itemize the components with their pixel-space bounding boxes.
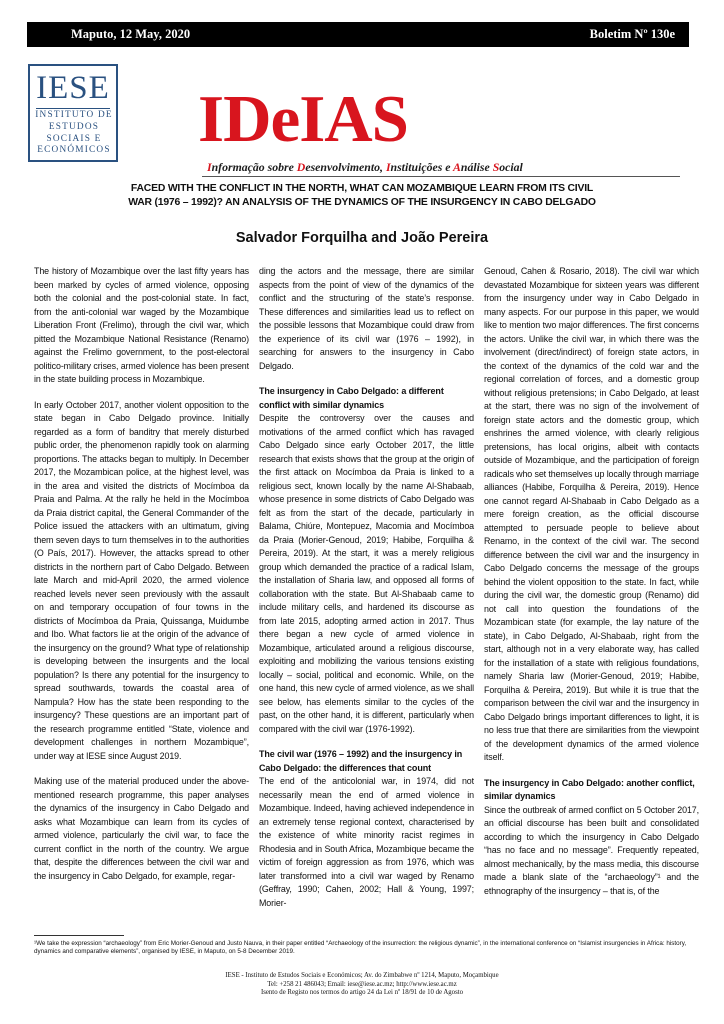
- logo-subtitle-line: ECONÓMICOS: [37, 145, 111, 156]
- section-heading: The insurgency in Cabo Delgado: a different conflict with similar dynamics: [259, 386, 444, 410]
- section-heading: The insurgency in Cabo Delgado: another conflict, similar dynamics: [484, 777, 695, 801]
- paragraph: The end of the anticolonial war, in 1974, did not necessarily mean the end of armed violence in Mozambique. Indeed, having achieved independence in an extremely tense regional context, characterised by the existence of white minority racist regimes in Rhodesia and in South Africa, Mozambique became the victim of foreign aggression as from 1976, which was later transformed into a civil war waged by Renamo (Geffray, 1990; Cahen, 2002; Hall & Young, 1997; Morier-: [259, 776, 474, 908]
- footer-line: Isento de Registo nos termos do artigo 24 da Lei nº 18/91 de 10 de Agosto: [260, 989, 464, 997]
- paragraph: Since the outbreak of armed conflict on 5 October 2017, an official discourse has been built and consolidated according to which the insurgency in Cabo Delgado “has no face and no message”. Frequently repeated, almost mechanically, by the mass media, this discourse made a blank slate of the “archaeology”¹ and the ethnography of the insurgency – that is, of the: [484, 804, 699, 896]
- section-heading: The civil war (1976 – 1992) and the insurgency in Cabo Delgado: the differences that count: [259, 749, 463, 773]
- tagline-segment: A: [453, 160, 461, 174]
- tagline-segment: D: [296, 160, 306, 174]
- logo-wordmark: IESE: [36, 70, 110, 106]
- article-title-line: FACED WITH THE CONFLICT IN THE NORTH, WHAT CAN MOZAMBIQUE LEARN FROM ITS CIVIL: [130, 183, 594, 194]
- page-footer: [120, 972, 604, 998]
- paragraph: The history of Mozambique over the last fifty years has been marked by cycles of armed violence, opposing both the colonial and the post-colonial state. In fact, from the anti-colonial war waged by the Mozambique Liberation Front (Frelimo), through the civil war, which pitted the Mozambique National Resistance (Renamo) against the Frelimo government, to the post-electoral politico-military crises, armed violence has been present in the state building process in Mozambique.: [34, 266, 249, 384]
- footnote-rule: [34, 935, 124, 936]
- paragraph: Despite the controversy over the causes and motivations of the armed conflict which has ravaged Cabo Delgado since early October 2017, the little research that exists shows that the group at the origin of the first attack on Mocímboa da Praia is linked to a religious sect, known locally by the name Al-Shabaab, whose presence in some districts of Cabo Delgado was felt as from the start of the decade, particularly in Balama, Chiúre, Montepuez, Macomia and Mocímboa da Praia (Morier-Genoud, 2019; Habibe, Forquilha & Pereira, 2019). At the start, it was a merely religious group which demanded the practice of a radical Islam, the installation of Sharia law, and opposed all forms of collaboration with the state. But Al-Shabaab came to include military cells, and hardened its discourse as from late 2015, adopting armed action in 2017. Thus there began a new cycle of armed violence in Mozambique, articulated around a religious discourse, exploiting and mobilizing the various tensions existing locally – social, political and economic. While, on the one hand, this new cycle of armed violence, as we shall see below, has elements similar to the cycles of the past, on the other hand, it is different, particularly when compared with the civil war (1976-1992).: [259, 413, 474, 734]
- logo-subtitle-line: INSTITUTO DE: [35, 110, 113, 120]
- issue-date: Maputo, 12 May, 2020: [71, 27, 191, 41]
- tagline-segment: I: [385, 160, 391, 174]
- iese-logo: [28, 64, 118, 162]
- article-authors: Salvador Forquilha and João Pereira: [235, 230, 489, 246]
- logo-subtitle-line: SOCIAIS E: [46, 133, 102, 144]
- tagline-segment: nstituições e: [390, 160, 454, 174]
- logo-subtitle-line: ESTUDOS: [48, 121, 100, 132]
- logo-subtitle: [34, 110, 114, 157]
- issue-number: Boletim Nº 130e: [589, 27, 675, 41]
- paragraph: ding the actors and the message, there are similar aspects from the point of view of the dynamics of the conflict and the structuring of the state’s response. These differences and similarities lead us to reflect on the possible lessons that Mozambique could draw from the experience of its civil war (1976 – 1992), in searching for answers to the insurgency in Cabo Delgado.: [259, 266, 474, 371]
- logo-divider: [36, 108, 110, 109]
- text-column-3: [484, 265, 699, 910]
- text-column-2: [259, 265, 474, 922]
- footer-line: Tel: +258 21 486043; Email: iese@iese.ac.mz; http://www.iese.ac.mz: [267, 980, 457, 988]
- masthead-title: IDeIAS: [198, 82, 408, 156]
- tagline-segment: esenvolvimento,: [305, 160, 386, 174]
- tagline-segment: ocial: [499, 160, 523, 174]
- masthead-tagline: [207, 160, 523, 175]
- article-title: [80, 182, 644, 210]
- paragraph: Making use of the material produced under the above-mentioned research programme, this paper analyses the dynamics of the insurgency in Cabo Delgado and asks what Mozambique can learn from its cycles of armed violence, particularly the civil war, to face the current conflict in the north of the country. We argue that, despite the differences between the civil war and the insurgency in Cabo Delgado, for example, regar-: [34, 776, 249, 881]
- text-column-1: [34, 265, 249, 895]
- tagline-segment: nformação sobre: [211, 160, 297, 174]
- tagline-segment: S: [492, 160, 500, 174]
- paragraph: Genoud, Cahen & Rosario, 2018). The civil war which devastated Mozambique for sixteen years was different from the insurgency under way in Cabo Delgado in many aspects. For our purpose in this paper, we would like to mention two major differences. The first concerns the actors. Unlike the civil war, in which there was the involvement (direct/indirect) of foreign state actors, in the context of the dynamics of the cold war and the regional correlation of forces, and a domestic group without religious pretensions; in Cabo Delgado, at least at the start, there was no sign of the involvement of foreign state actors and the domestic group, which enshrines the armed violence, with clearly religious pretensions, has local origins, albeit with contacts outside of Mozambique, and the participation of foreign radicals who set themselves up locally through marriage alliances (Habibe, Forquilha & Pereira, 2019). Hence one cannot regard Al-Shabaab in Cabo Delgado as a mere foreign creation, as the official discourse attempted to persuade people to believe about Renamo, in the context of the civil war. The second difference between the civil war and the insurgency in Cabo Delgado concerns the message of the groups behind the violent opposition to the state. In fact, while during the civil war, the domestic group (Renamo) did not call into question the foundations of the Mozambican state (for example, the lay nature of the state), in Cabo Delgado, Al-Shabaab, right from the start, although not in a very elaborate way, has called for the installation of a state with religious foundations, namely Sharia law (Morier-Genoud, 2019; Habibe, Forquilha & Pereira, 2019). But while it is true that the comparison between the civil war and the insurgency in Cabo Delgado brings important differences to light, it is no less true that there are similarities from the viewpoint of the development dynamics of the armed violence itself.: [484, 266, 700, 762]
- article-title-line: WAR (1976 – 1992)? AN ANALYSIS OF THE DYNAMICS OF THE INSURGENCY IN CABO DELGADO: [128, 197, 596, 208]
- paragraph: In early October 2017, another violent opposition to the state began in Cabo Delgado province. Initially regarded as a form of banditry that merely disturbed public order, the phenomenon rapidly took on alarming proportions. The attacks began to multiply. In December 2017, the Mozambican police, at the highest level, was in the area and visited the districts of Mocímboa da Praia and Palma. At the rally he held in the Mocímboa da Praia district capital, the General Commander of the Police issued the attackers with an ultimatum, giving them seven days to turn themselves in to the authorities (O País, 2017). However, the attacks spread to other districts in the northern part of Cabo Delgado. Between late March and mid-April 2020, the armed violence reached levels never seen previously with the assault on and temporary occupation of four towns in the districts of Mocímboa da Praia, Quissanga, Muidumbe and Ibo. What factors lie at the origin of the advance of the insurgency on the ground? What type of relationship is developing between the insurgents and the local population? Is there any potential for the insurgency to spread southwards, towards the coastal area of Nampula? How has the state been responding to the insurgency? These questions are an important part of the research programme entitled “State, violence and development challenges in northern Mozambique”, under way at IESE since August 2019.: [34, 399, 249, 761]
- tagline-rule: [202, 176, 680, 177]
- tagline-segment: I: [207, 160, 212, 174]
- tagline-segment: nálise: [460, 160, 493, 174]
- footnote: ¹We take the expression “archaeology” from Eric Morier-Genoud and Justo Nauva, in their paper entitled “Archaeology of the insurrection: the religious dynamic”, in the international conference on “Islamist insurgencies in Africa: history, dynamics and comparative elements”, organised by IESE, in Maputo, on 5-8 December 2019.: [34, 940, 687, 956]
- footer-line: IESE - Instituto de Estudos Sociais e Económicos; Av. do Zimbabwe nº 1214, Maputo, Moçambique: [225, 972, 499, 979]
- header-bar: [27, 22, 689, 47]
